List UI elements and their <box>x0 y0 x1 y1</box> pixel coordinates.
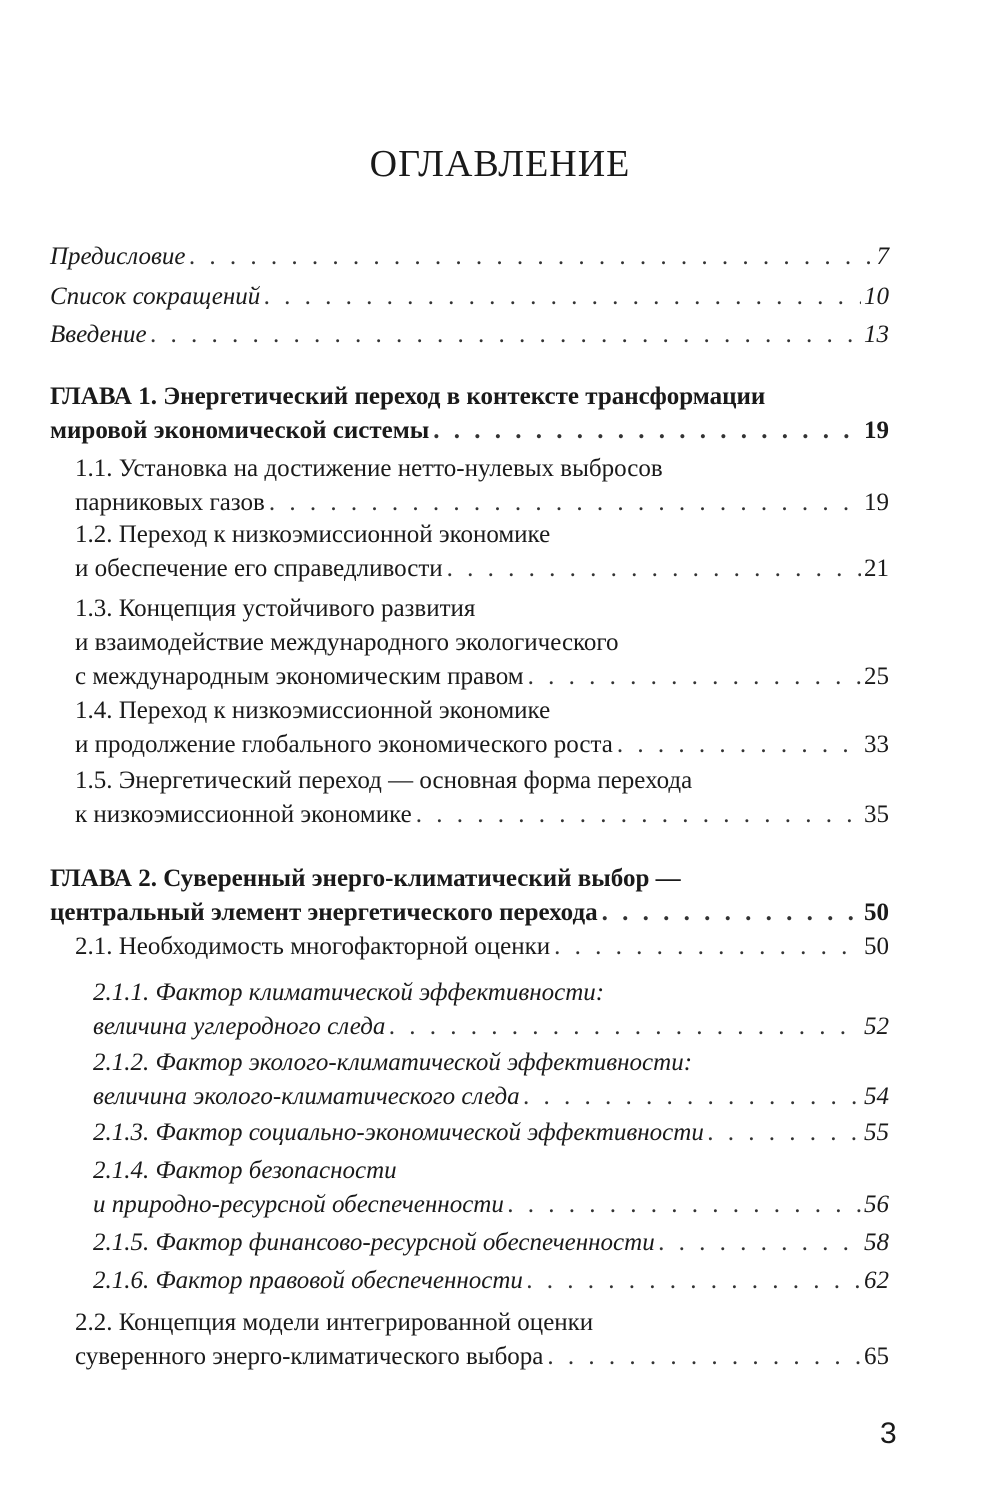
toc-entry-section-1-5[interactable] <box>75 764 889 832</box>
toc-entry-section-2-1-4[interactable] <box>93 1154 889 1222</box>
toc-entry-abbreviations[interactable] <box>50 280 889 314</box>
toc-entry-text: и продолжение глобального экономического роста <box>75 731 613 758</box>
dot-leader <box>659 1226 861 1260</box>
dot-leader <box>151 318 861 352</box>
dot-leader <box>389 1010 861 1044</box>
dot-leader <box>508 1188 861 1222</box>
dot-leader <box>528 660 861 694</box>
dot-leader <box>189 240 873 274</box>
toc-page-number: 50 <box>864 899 889 926</box>
toc-page-number: 62 <box>864 1267 889 1294</box>
toc-entry-text: парниковых газов <box>75 489 265 516</box>
toc-entry-text: 2.1.5. Фактор финансово-ресурсной обеспеченности <box>93 1229 655 1256</box>
toc-entry-text: 2.1.4. Фактор безопасности <box>93 1157 397 1184</box>
toc-entry-text: суверенного энерго-климатического выбора <box>75 1343 544 1370</box>
toc-entry-text: ГЛАВА 2. Суверенный энерго-климатический выбор — <box>50 865 681 892</box>
toc-entry-text: 1.2. Переход к низкоэмиссионной экономике <box>75 521 551 548</box>
toc-entry-section-1-1[interactable] <box>75 452 889 520</box>
toc-page-number: 19 <box>864 417 889 444</box>
dot-leader <box>708 1116 861 1150</box>
toc-entry-text: 1.3. Концепция устойчивого развития <box>75 595 476 622</box>
toc-entry-preface[interactable] <box>50 240 889 274</box>
toc-page-number: 65 <box>864 1343 889 1370</box>
toc-page-number: 33 <box>864 731 889 758</box>
page-title: ОГЛАВЛЕНИЕ <box>369 143 631 185</box>
toc-entry-introduction[interactable] <box>50 318 889 352</box>
toc-entry-text: к низкоэмиссионной экономике <box>75 801 412 828</box>
toc-entry-section-2-1[interactable] <box>75 930 889 964</box>
toc-entry-text: 1.5. Энергетический переход — основная форма перехода <box>75 767 693 794</box>
toc-entry-text: Предисловие <box>50 243 186 270</box>
dot-leader <box>264 280 861 314</box>
toc-entry-section-2-1-5[interactable] <box>93 1226 889 1260</box>
dot-leader <box>416 798 861 832</box>
toc-entry-text: 1.1. Установка на достижение нетто-нулевых выбросов <box>75 455 663 482</box>
dot-leader <box>527 1264 861 1298</box>
toc-page-number: 56 <box>864 1191 889 1218</box>
toc-entry-section-1-2[interactable] <box>75 518 889 586</box>
toc-entry-text: 2.1.6. Фактор правовой обеспеченности <box>93 1267 523 1294</box>
toc-entry-section-2-1-3[interactable] <box>93 1116 889 1150</box>
toc-entry-text: центральный элемент энергетического перехода <box>50 899 598 926</box>
toc-entry-text: мировой экономической системы <box>50 417 430 444</box>
dot-leader <box>433 414 861 448</box>
toc-page-number: 7 <box>876 243 889 270</box>
toc-entry-section-1-4[interactable] <box>75 694 889 762</box>
toc-entry-text: величина углеродного следа <box>93 1013 386 1040</box>
toc-entry-section-2-1-6[interactable] <box>93 1264 889 1298</box>
dot-leader <box>602 896 861 930</box>
toc-entry-text: с международным экономическим правом <box>75 663 524 690</box>
toc-entry-text: 1.4. Переход к низкоэмиссионной экономике <box>75 697 551 724</box>
toc-page-number: 13 <box>864 321 889 348</box>
toc-entry-text: и взаимодействие международного экологического <box>75 629 619 656</box>
dot-leader <box>524 1080 861 1114</box>
toc-entry-text: и обеспечение его справедливости <box>75 555 443 582</box>
toc-entry-text: 2.1. Необходимость многофакторной оценки <box>75 933 551 960</box>
toc-page-number: 19 <box>864 489 889 516</box>
toc-entry-text: 2.1.2. Фактор эколого-климатической эффективности: <box>93 1049 693 1076</box>
toc-page-number: 58 <box>864 1229 889 1256</box>
toc-entry-text: Список сокращений <box>50 283 261 310</box>
toc-page-number: 54 <box>864 1083 889 1110</box>
toc-page-number: 35 <box>864 801 889 828</box>
toc-entry-text: 2.2. Концепция модели интегрированной оценки <box>75 1309 594 1336</box>
page-number: 3 <box>880 1417 897 1450</box>
dot-leader <box>447 552 861 586</box>
toc-page-number: 25 <box>864 663 889 690</box>
toc-entry-section-2-1-2[interactable] <box>93 1046 889 1114</box>
toc-entry-section-2-1-1[interactable] <box>93 976 889 1044</box>
toc-entry-chapter-2[interactable] <box>50 862 889 930</box>
toc-entry-text: ГЛАВА 1. Энергетический переход в контексте трансформации <box>50 383 766 410</box>
toc-entry-text: Введение <box>50 321 147 348</box>
toc-page-number: 21 <box>864 555 889 582</box>
toc-entry-section-2-2[interactable] <box>75 1306 889 1374</box>
toc-page-number: 52 <box>864 1013 889 1040</box>
toc-page-number: 10 <box>864 283 889 310</box>
toc-entry-text: 2.1.3. Фактор социально-экономической эффективности <box>93 1119 704 1146</box>
toc-entry-section-1-3[interactable] <box>75 592 889 694</box>
toc-page-number: 55 <box>864 1119 889 1146</box>
dot-leader <box>269 486 861 520</box>
toc-entry-text: 2.1.1. Фактор климатической эффективности: <box>93 979 605 1006</box>
toc-page-number: 50 <box>864 933 889 960</box>
dot-leader <box>554 930 861 964</box>
dot-leader <box>617 728 861 762</box>
toc-entry-text: и природно-ресурсной обеспеченности <box>93 1191 504 1218</box>
toc-entry-text: величина эколого-климатического следа <box>93 1083 520 1110</box>
dot-leader <box>547 1340 861 1374</box>
toc-entry-chapter-1[interactable] <box>50 380 889 448</box>
